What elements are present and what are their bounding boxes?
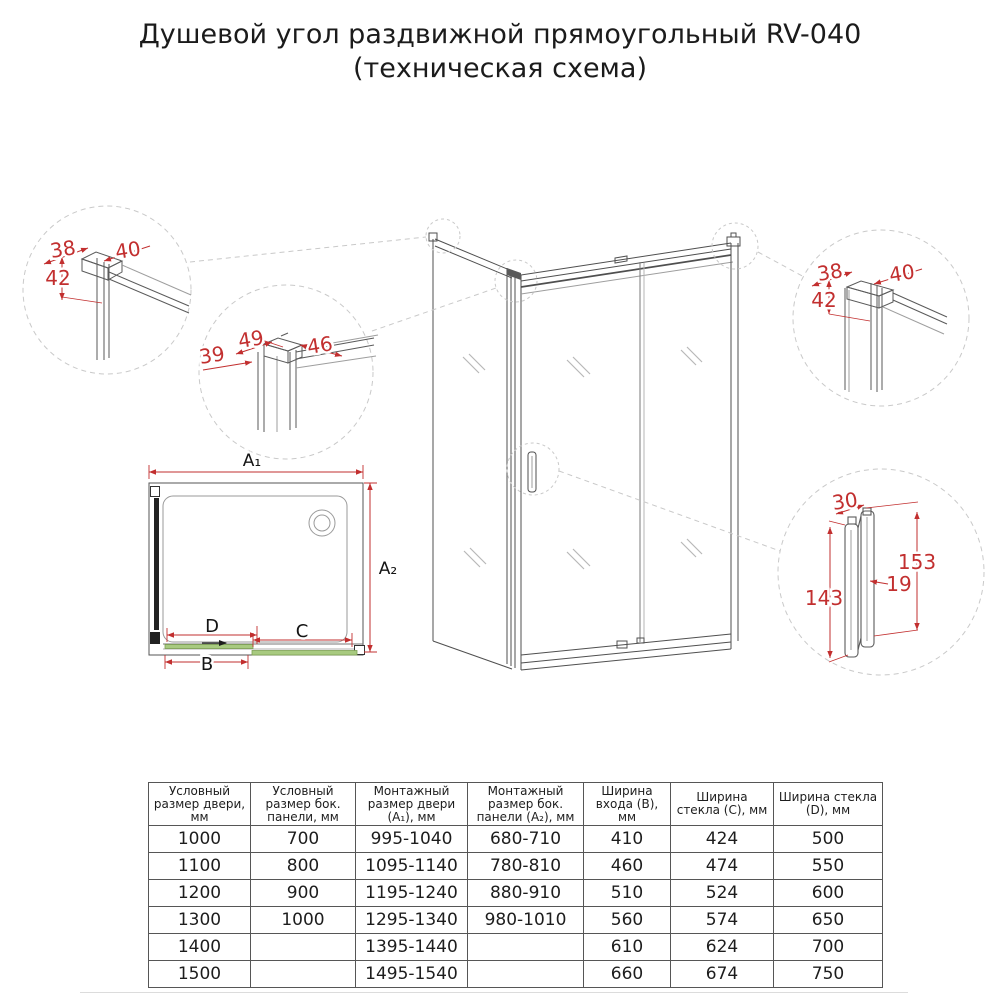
cell: 1095-1140 — [356, 853, 468, 880]
plan-label-a1: A₁ — [242, 451, 262, 471]
col-header-glass-c: Ширина стекла (C), мм — [671, 783, 774, 826]
cell: 624 — [671, 934, 774, 961]
col-header-glass-d: Ширина стекла (D), мм — [774, 783, 883, 826]
dim-handle-inner-length: 143 — [804, 586, 844, 610]
dim-mid-left-left: 39 — [197, 341, 227, 369]
plan-label-b: B — [200, 654, 214, 675]
bottom-divider-line — [80, 992, 908, 993]
size-table-header-row — [149, 783, 883, 826]
col-header-door-mount: Монтажный размер двери (A₁), мм — [356, 783, 468, 826]
cell: 474 — [671, 853, 774, 880]
cell: 980-1010 — [468, 907, 584, 934]
col-header-panel-mount: Монтажный размер бок. панели (A₂), мм — [468, 783, 584, 826]
plan-side-glass — [154, 498, 159, 630]
cell: 1000 — [251, 907, 356, 934]
cell: 650 — [774, 907, 883, 934]
cell: 995-1040 — [356, 826, 468, 853]
dim-top-left-width: 38 — [48, 235, 78, 263]
cell: 524 — [671, 880, 774, 907]
cell: 1195-1240 — [356, 880, 468, 907]
col-header-entry-width: Ширина входа (B), мм — [584, 783, 671, 826]
cell: 610 — [584, 934, 671, 961]
cell: 500 — [774, 826, 883, 853]
cell: 680-710 — [468, 826, 584, 853]
cell: 574 — [671, 907, 774, 934]
cell: 800 — [251, 853, 356, 880]
col-header-panel-size: Условный размер бок. панели, мм — [251, 783, 356, 826]
cell — [468, 961, 584, 988]
dim-handle-bar-gap: 19 — [886, 572, 912, 596]
table-row — [149, 934, 883, 961]
cell — [468, 934, 584, 961]
cell: 1300 — [149, 907, 251, 934]
cell — [251, 934, 356, 961]
cell: 750 — [774, 961, 883, 988]
cell: 1495-1540 — [356, 961, 468, 988]
table-row — [149, 907, 883, 934]
cell: 550 — [774, 853, 883, 880]
detail-top-left-profile — [23, 206, 191, 374]
dim-top-right-height: 42 — [811, 288, 837, 312]
dim-top-left-height: 42 — [45, 266, 71, 290]
table-row — [149, 826, 883, 853]
cell: 1200 — [149, 880, 251, 907]
dim-top-right-width: 38 — [815, 258, 845, 286]
cell: 674 — [671, 961, 774, 988]
cell: 560 — [584, 907, 671, 934]
main-3d-drawing — [429, 233, 740, 670]
dim-mid-left-top: 49 — [236, 325, 266, 353]
cell: 880-910 — [468, 880, 584, 907]
dim-handle-outer-length: 153 — [897, 550, 937, 574]
table-row — [149, 853, 883, 880]
cell: 1295-1340 — [356, 907, 468, 934]
plan-view — [149, 451, 397, 675]
page-title-line1: Душевой угол раздвижной прямоугольный RV-040 — [138, 19, 862, 50]
cell: 900 — [251, 880, 356, 907]
callout-marker-circles — [426, 219, 758, 495]
detail-handle — [778, 469, 984, 675]
cell: 410 — [584, 826, 671, 853]
plan-label-c: C — [295, 621, 309, 642]
cell: 460 — [584, 853, 671, 880]
cell: 780-810 — [468, 853, 584, 880]
size-table — [148, 782, 883, 988]
dim-mid-left-right: 46 — [305, 331, 335, 359]
door-handle — [528, 452, 536, 492]
cell: 600 — [774, 880, 883, 907]
table-row — [149, 961, 883, 988]
cell: 424 — [671, 826, 774, 853]
glass-shine-marks — [463, 347, 702, 569]
page-title-line2: (техническая схема) — [352, 53, 648, 84]
cell: 1000 — [149, 826, 251, 853]
dim-top-right-depth: 40 — [887, 259, 917, 287]
plan-label-d: D — [205, 616, 219, 637]
col-header-door-size: Условный размер двери, мм — [149, 783, 251, 826]
cell: 700 — [774, 934, 883, 961]
dim-top-left-depth: 40 — [113, 236, 143, 264]
cell — [251, 961, 356, 988]
plan-glass-c — [252, 651, 357, 656]
plan-label-a2: A₂ — [378, 559, 398, 579]
cell: 1395-1440 — [356, 934, 468, 961]
dim-handle-cap-width: 30 — [830, 487, 860, 515]
cell: 1400 — [149, 934, 251, 961]
cell: 700 — [251, 826, 356, 853]
table-row — [149, 880, 883, 907]
cell: 1500 — [149, 961, 251, 988]
cell: 1100 — [149, 853, 251, 880]
detail-mid-left-profile — [197, 285, 378, 459]
cell: 510 — [584, 880, 671, 907]
cell: 660 — [584, 961, 671, 988]
detail-top-right-profile — [793, 230, 969, 406]
plan-glass-d — [165, 645, 253, 649]
